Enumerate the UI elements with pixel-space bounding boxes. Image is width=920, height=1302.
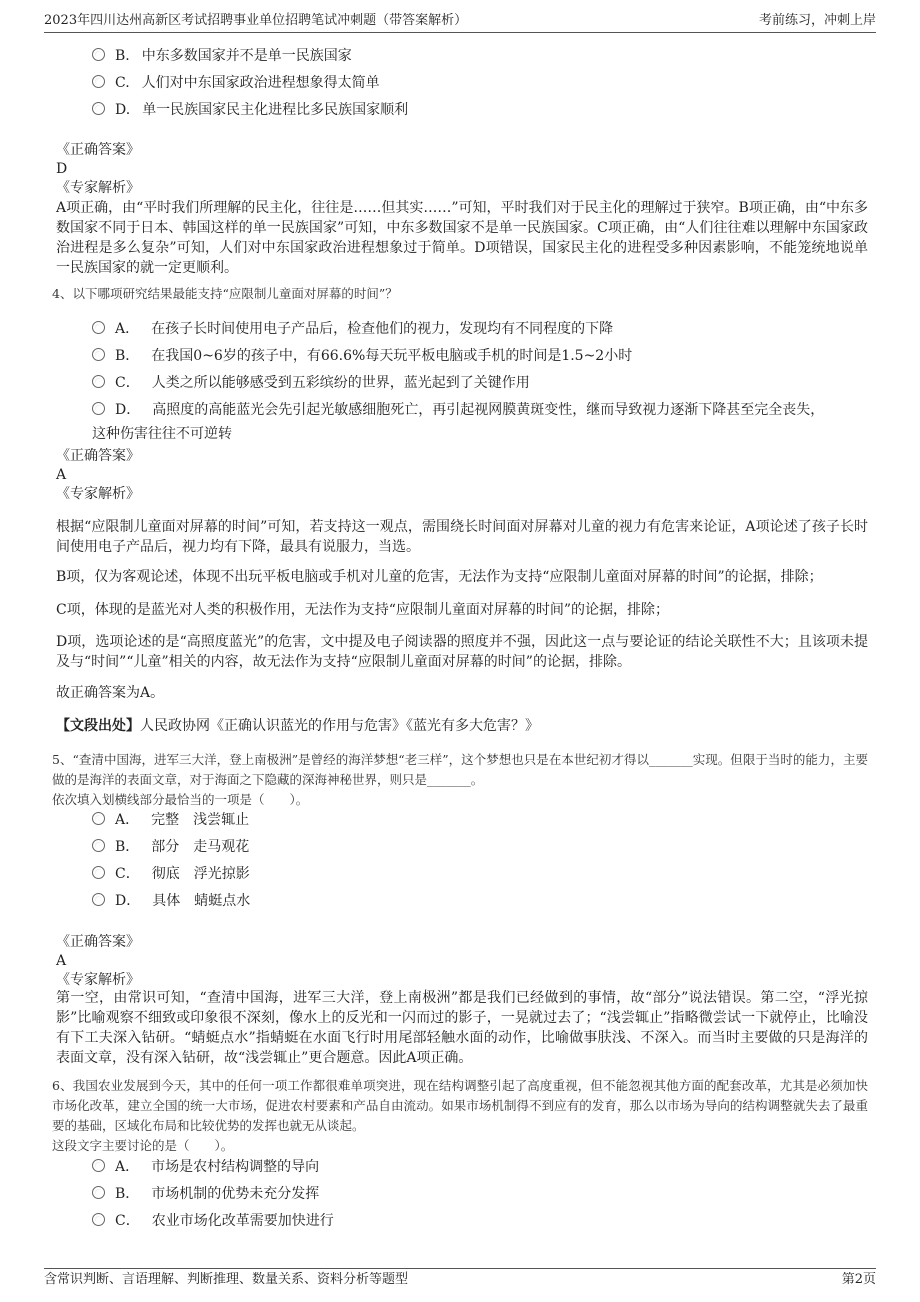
radio-icon[interactable] [92,1186,105,1199]
page-header [44,10,876,33]
radio-icon[interactable] [92,402,105,415]
q4-analysis-para-1: 根据“应限制儿童面对屏幕的时间”可知，若支持这一观点，需围绕长时间面对屏幕对儿童的视力有危害来论证，A项论述了孩子长时间使用电子产品后，视力均有下降，最具有说服力，当选。 [56,519,868,555]
q5-answer: A [56,953,67,969]
q4-analysis-para-5: 故正确答案为A。 [56,685,165,701]
footer-note: 含常识判断、言语理解、判断推理、数量关系、资料分析等题型 [44,1272,409,1287]
q4-analysis-label: 《专家解析》 [56,486,140,502]
q4-option-a[interactable]: A． 在孩子长时间使用电子产品后，检查他们的视力，发现均有不同程度的下降 [92,319,613,339]
q3-answer: D [56,161,68,177]
page-number: 第2页 [841,1272,876,1287]
q5-answer-label: 《正确答案》 [56,934,140,950]
q6-option-c[interactable]: C． 农业市场化改革需要加快进行 [92,1211,334,1231]
q6-prompt: 这段文字主要讨论的是（ ）。 [52,1138,234,1153]
q5-prompt: 依次填入划横线部分最恰当的一项是（ ）。 [52,792,309,807]
q3-option-c[interactable]: C. 人们对中东国家政治进程想象得太简单 [92,73,380,93]
q4-option-b[interactable]: B． 在我国0~6岁的孩子中，有66.6%每天玩平板电脑或手机的时间是1.5~2小时 [92,346,632,366]
radio-icon[interactable] [92,375,105,388]
q3-analysis: A项正确，由“平时我们所理解的民主化，往往是……但其实……”可知，平时我们对于民主化的理解过于狭窄。B项正确，由“中东多数国家不同于日本、韩国这样的单一民族国家”可知，中东多数国家不是单一民族国家。C项正确，由“人们往往难以理解中东国家政治进程是多么复杂”可知，人们对中东国家政治进程想象过于简单。D项错误，国家民主化的进程受多种因素影响，不能笼统地说单一民族国家的就一定更顺利。 [56,200,868,276]
q4-source: 【文段出处】人民政协网《正确认识蓝光的作用与危害》《蓝光有多大危害？》 [56,718,539,734]
q5-option-a[interactable]: A． 完整 浅尝辄止 [92,810,249,830]
q3-answer-label: 《正确答案》 [56,142,140,158]
radio-icon[interactable] [92,48,105,61]
radio-icon[interactable] [92,102,105,115]
radio-icon[interactable] [92,1213,105,1226]
radio-icon[interactable] [92,75,105,88]
radio-icon[interactable] [92,893,105,906]
q4-analysis-para-3: C项，体现的是蓝光对人类的积极作用，无法作为支持“应限制儿童面对屏幕的时间”的论据，排除； [56,602,670,618]
q6-option-b[interactable]: B． 市场机制的优势未充分发挥 [92,1184,319,1204]
radio-icon[interactable] [92,866,105,879]
header-slogan: 考前练习，冲刺上岸 [758,13,876,28]
q4-option-d-cont: 这种伤害往往不可逆转 [92,426,232,442]
q5-option-c[interactable]: C． 彻底 浮光掠影 [92,864,250,884]
q3-analysis-label: 《专家解析》 [56,180,140,196]
radio-icon[interactable] [92,812,105,825]
q6-option-a[interactable]: A． 市场是农村结构调整的导向 [92,1157,319,1177]
q5-option-d[interactable]: D． 具体 蜻蜓点水 [92,891,250,911]
radio-icon[interactable] [92,348,105,361]
q5-question: 5、“查清中国海，进军三大洋，登上南极洲”是曾经的海洋梦想“老三样”，这个梦想也只是在本世纪初才得以_______实现。但限于当时的能力，主要做的是海洋的表面文章，对于海面之下隐藏的深海神秘世界，则只是_______。 [52,752,868,787]
q3-option-b[interactable]: B. 中东多数国家并不是单一民族国家 [92,46,352,66]
q5-analysis-label: 《专家解析》 [56,972,140,988]
radio-icon[interactable] [92,321,105,334]
q4-question: 4、以下哪项研究结果最能支持“应限制儿童面对屏幕的时间”？ [52,286,398,301]
q3-option-d[interactable]: D. 单一民族国家民主化进程比多民族国家顺利 [92,100,408,120]
q4-analysis-para-2: B项，仅为客观论述，体现不出玩平板电脑或手机对儿童的危害，无法作为支持“应限制儿童面对屏幕的时间”的论据，排除； [56,569,823,585]
q6-question: 6、我国农业发展到今天，其中的任何一项工作都很难单项突进，现在结构调整引起了高度重视，但不能忽视其他方面的配套改革，尤其是必须加快市场化改革，建立全国的统一大市场，促进农村要素和产品自由流动。如果市场机制得不到应有的发育，那么以市场为导向的结构调整就失去了最重要的基础，区域化布局和比较优势的发挥也就无从谈起。 [52,1078,868,1133]
q4-answer: A [56,467,67,483]
q4-option-c[interactable]: C． 人类之所以能够感受到五彩缤纷的世界，蓝光起到了关键作用 [92,373,530,393]
page-footer [44,1268,876,1291]
q5-analysis: 第一空，由常识可知，“查清中国海，进军三大洋，登上南极洲”都是我们已经做到的事情，故“部分”说法错误。第二空，“浮光掠影”比喻观察不细致或印象很不深刻，像水上的反光和一闪而过的影子，一晃就过去了；“浅尝辄止”指略微尝试一下就停止，比喻没有下工夫深入钻研。“蜻蜓点水”指蜻蜓在水面飞行时用尾部轻触水面的动作，比喻做事肤浅、不深入。而当时主要做的只是海洋的表面文章，没有深入钻研，故“浅尝辄止”更合题意。因此A项正确。 [56,990,868,1066]
document-title: 2023年四川达州高新区考试招聘事业单位招聘笔试冲刺题（带答案解析） [44,13,468,28]
q4-option-d[interactable]: D． 高照度的高能蓝光会先引起光敏感细胞死亡，再引起视网膜黄斑变性，继而导致视力逐渐下降甚至完全丧失， [92,400,868,420]
radio-icon[interactable] [92,1159,105,1172]
q4-answer-label: 《正确答案》 [56,448,140,464]
radio-icon[interactable] [92,839,105,852]
q5-option-b[interactable]: B． 部分 走马观花 [92,837,249,857]
q4-analysis-para-4: D项，选项论述的是“高照度蓝光”的危害，文中提及电子阅读器的照度并不强，因此这一点与要论证的结论关联性不大；且该项未提及与“时间”“儿童”相关的内容，故无法作为支持“应限制儿童面对屏幕的时间”的论据，排除。 [56,634,868,670]
